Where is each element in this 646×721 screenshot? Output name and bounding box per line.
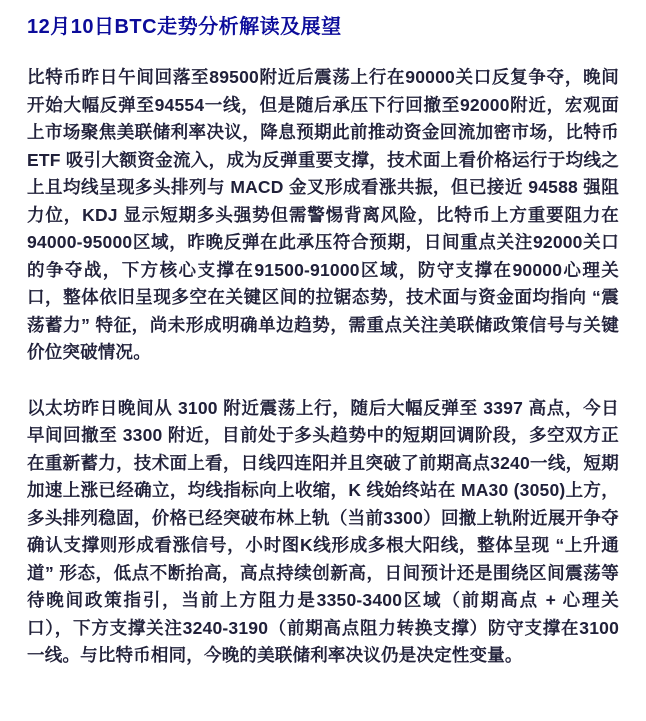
article-title: 12月10日BTC走势分析解读及展望: [27, 16, 342, 38]
paragraph-eth-analysis: 以太坊昨日晚间从 3100 附近震荡上行，随后大幅反弹至 3397 高点，今日早间回撤至 3300 附近，目前处于多头趋势中的短期回调阶段，多空双方正在重新蓄力，技术面上看，日线四连阳并且突破了前期高点3240一线，短期加速上涨已经确立，均线指标向上收缩，K 线始终站在 MA30 (3050)上方，多头排列稳固，价格已经突破布林上轨（当前3300）回撤上轨附近展开争夺确认支撑则形成看涨信号，小时图K线形成多根大阳线，整体呈现 “上升通道” 形态，低点不断抬高，高点持续创新高，日间预计还是围绕区间震荡等待晚间政策指引，当前上方阻力是3350-3400区域（前期高点 + 心理关口），下方支撑关注3240-3190（前期高点阻力转换支撑）防守支撑在3100一线。与比特币相同，今晚的美联储利率决议仍是决定性变量。: [27, 397, 619, 665]
paragraph-btc-analysis: 比特币昨日午间回落至89500附近后震荡上行在90000关口反复争夺，晚间开始大幅反弹至94554一线，但是随后承压下行回撤至92000附近，宏观面上市场聚焦美联储利率决议，降息预期此前推动资金回流加密市场，比特币 ETF 吸引大额资金流入，成为反弹重要支撑，技术面上看价格运行于均线之上且均线呈现多头排列与 MACD 金叉形成看涨共振，但已接近 94588 强阻力位，KDJ 显示短期多头强势但需警惕背离风险，比特币上方重要阻力在94000-95000区域，昨晚反弹在此承压符合预期，日间重点关注92000关口的争夺战，下方核心支撑在91500-91000区域，防守支撑在90000心理关口，整体依旧呈现多空在关键区间的拉锯态势，技术面与资金面均指向 “震荡蓄力” 特征，尚未形成明确单边趋势，需重点关注美联储政策信号与关键价位突破情况。: [27, 67, 619, 362]
